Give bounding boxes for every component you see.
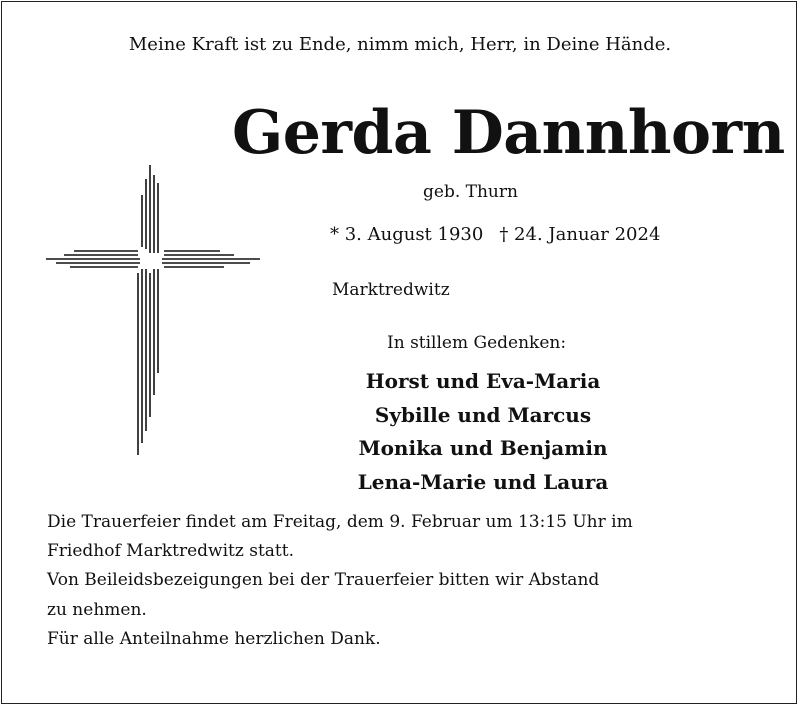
notice-line: Von Beileidsbezeigungen bei der Trauerfeier bitten wir Abstand	[47, 570, 600, 591]
mourner-line: Lena-Marie und Laura	[357, 469, 609, 494]
notice-line: Friedhof Marktredwitz statt.	[47, 541, 294, 562]
deceased-name: Gerda Dannhorn	[232, 98, 785, 168]
birth-date: * 3. August 1930	[330, 224, 484, 245]
mourner-line: Sybille und Marcus	[374, 402, 592, 427]
notice-line: zu nehmen.	[47, 599, 147, 620]
mourner-line: Monika und Benjamin	[358, 436, 608, 460]
memory-intro: In stillem Gedenken:	[387, 333, 567, 353]
notice-line: Die Trauerfeier findet am Freitag, dem 9. Februar um 13:15 Uhr im	[47, 512, 633, 532]
notice-line: Für alle Anteilnahme herzlichen Dank.	[47, 628, 381, 649]
funeral-notice	[47, 508, 633, 654]
life-dates	[330, 224, 676, 245]
place: Marktredwitz	[332, 280, 450, 300]
mourner-line: Horst und Eva-Maria	[365, 369, 601, 393]
motto: Meine Kraft ist zu Ende, nimm mich, Herr, in Deine Hände.	[128, 34, 672, 55]
death-date: † 24. Januar 2024	[499, 224, 661, 245]
birth-name: geb. Thurn	[423, 182, 518, 202]
mourners-list	[320, 365, 646, 499]
cross-icon	[44, 165, 264, 457]
